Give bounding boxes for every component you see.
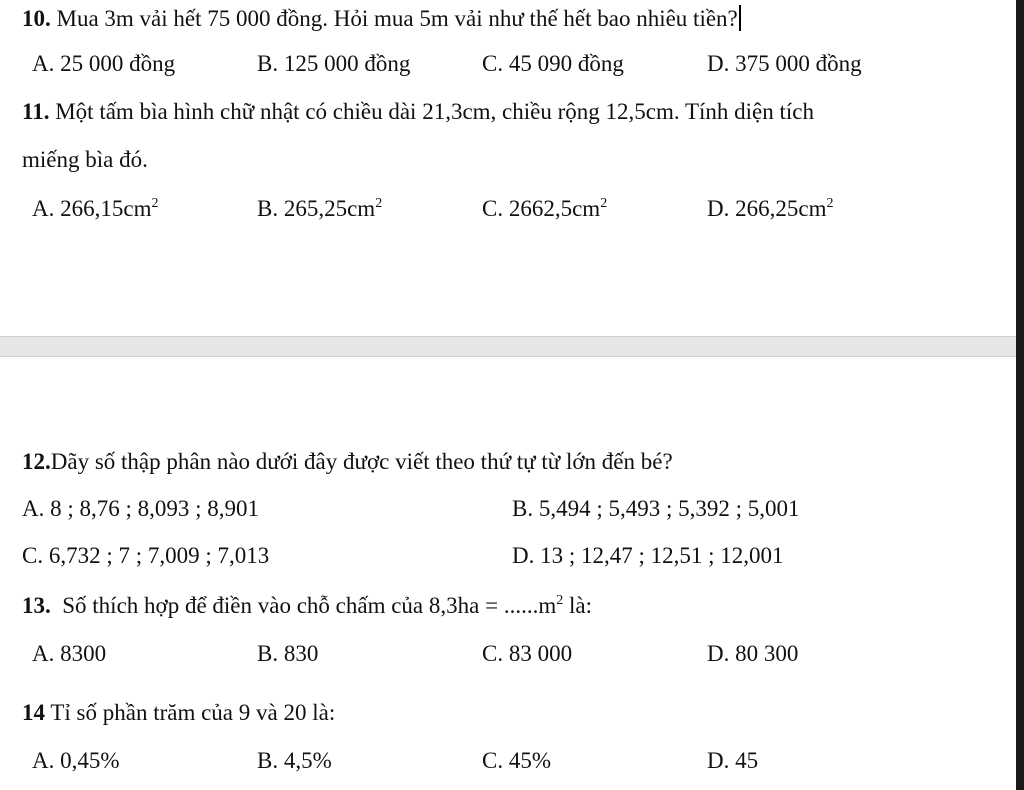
question-13-number: 13. [22, 593, 51, 618]
option-a: A. 0,45% [32, 748, 120, 773]
document-page-top [0, 0, 1016, 336]
question-12 [22, 450, 673, 473]
question-11-number: 11. [22, 99, 50, 124]
window-edge [1016, 0, 1024, 790]
text-cursor [739, 5, 741, 31]
option-c: C. 6,732 ; 7 ; 7,009 ; 7,013 [22, 543, 270, 568]
option-b: B. $265,25cm^2$ [257, 196, 383, 221]
option-a: A. 8300 [32, 641, 107, 666]
question-10-options [0, 52, 1016, 80]
option-c: C. $2662,5cm^2$ [482, 196, 608, 221]
option-d: D. 375 000 đồng [707, 51, 862, 76]
question-13-options [0, 642, 1016, 670]
question-11 [22, 100, 814, 123]
question-12-number: 12. [22, 449, 51, 474]
question-14-text: Tỉ số phần trăm của 9 và 20 là: [50, 700, 336, 725]
question-11-line2: miếng bìa đó. [22, 147, 148, 172]
question-10-number: 10. [22, 6, 51, 31]
question-11-text: Một tấm bìa hình chữ nhật có chiều dài 21,3cm, chiều rộng 12,5cm. Tính diện tích [55, 99, 814, 124]
document-page-bottom [0, 357, 1016, 790]
option-d: D. 13 ; 12,47 ; 12,51 ; 12,001 [512, 543, 784, 568]
option-c: C. 45% [482, 748, 551, 773]
question-10 [22, 5, 741, 31]
option-a: A. 8 ; 8,76 ; 8,093 ; 8,901 [22, 496, 260, 521]
question-13: 13. Số thích hợp để điền vào chỗ chấm của $8,3ha = ......m^2$ là: [22, 593, 592, 618]
question-14-number: 14 [22, 700, 45, 725]
question-14-options [0, 749, 1016, 777]
option-b: B. 125 000 đồng [257, 51, 411, 76]
option-c: C. 45 090 đồng [482, 51, 624, 76]
page-break [0, 336, 1016, 357]
option-a: A. $266,15cm^2$ [32, 196, 159, 221]
question-13-text: Số thích hợp để điền vào chỗ chấm của 8,3ha = ......m [62, 593, 557, 618]
question-14 [22, 701, 335, 724]
option-d: D. $266,25cm^2$ [707, 196, 834, 221]
option-d: D. 45 [707, 748, 759, 773]
question-10-text: Mua 3m vải hết 75 000 đồng. Hỏi mua 5m vải như thế hết bao nhiêu tiền? [56, 6, 738, 31]
option-b: B. 830 [257, 641, 319, 666]
option-b: B. 5,494 ; 5,493 ; 5,392 ; 5,001 [512, 496, 800, 521]
question-12-text: Dãy số thập phân nào dưới đây được viết theo thứ tự từ lớn đến bé? [50, 449, 673, 474]
option-d: D. 80 300 [707, 641, 799, 666]
option-b: B. 4,5% [257, 748, 332, 773]
question-12-options-row2 [0, 544, 1016, 572]
option-a: A. 25 000 đồng [32, 51, 176, 76]
question-12-options-row1 [0, 497, 1016, 525]
question-11-options [0, 197, 1016, 225]
option-c: C. 83 000 [482, 641, 573, 666]
